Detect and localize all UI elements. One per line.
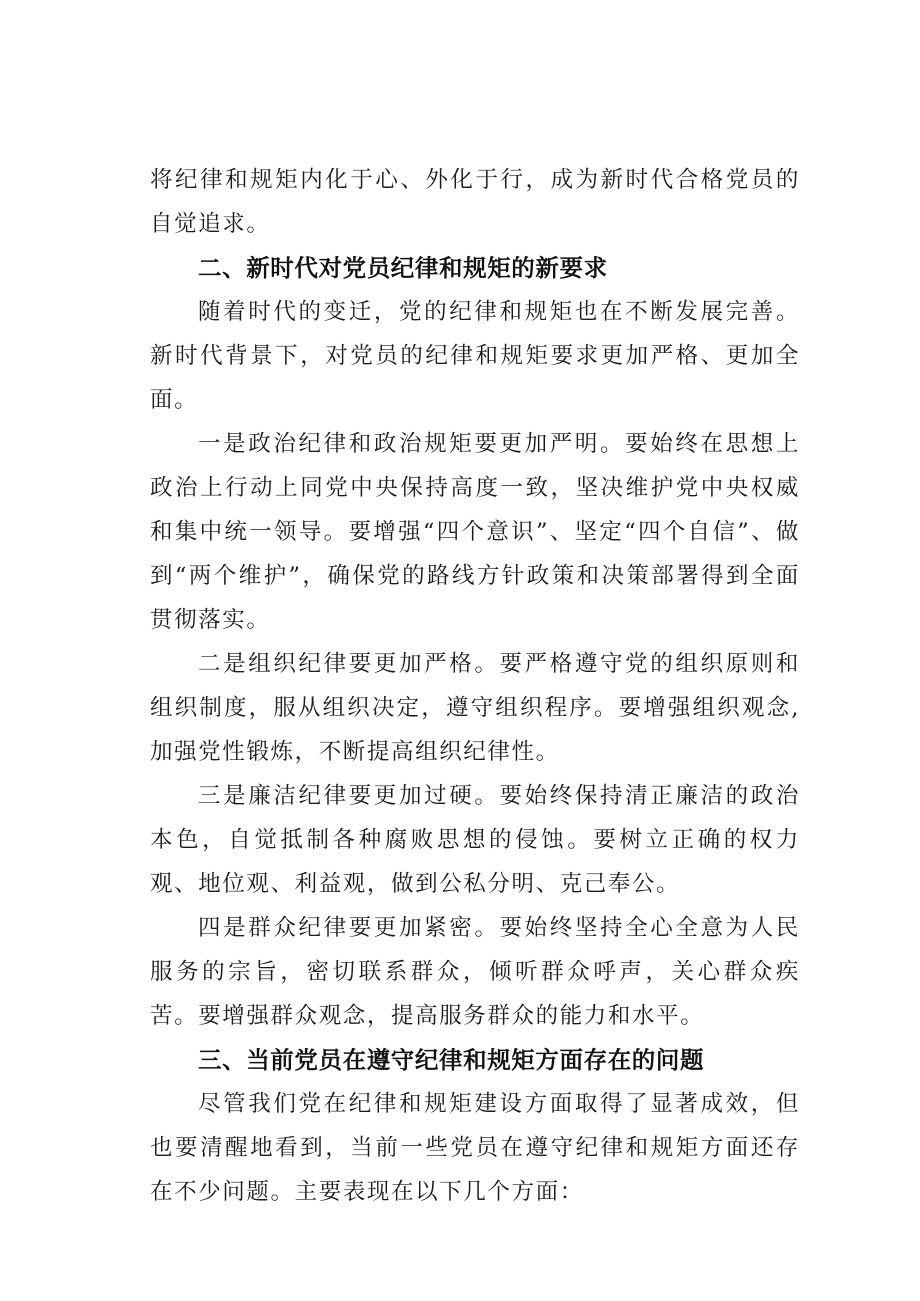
paragraph-integrity-discipline: 三是廉洁纪律要更加过硬。要始终保持清正廉洁的政治本色，自觉抵制各种腐败思想的侵蚀。要树立正确的权力观、地位观、利益观，做到公私分明、克己奉公。 (150, 783, 800, 897)
section-heading-3: 三、当前党员在遵守纪律和规矩方面存在的问题 (198, 1046, 705, 1074)
paragraph-mass-discipline: 四是群众纪律要更加紧密。要始终坚持全心全意为人民服务的宗旨，密切联系群众，倾听群众呼声，关心群众疾苦。要增强群众观念，提高服务群众的能力和水平。 (150, 915, 800, 1029)
paragraph-continuation: 将纪律和规矩内化于心、外化于行，成为新时代合格党员的自觉追求。 (150, 167, 800, 237)
paragraph-intro: 随着时代的变迁，党的纪律和规矩也在不断发展完善。新时代背景下，对党员的纪律和规矩要求更加严格、更加全面。 (150, 299, 800, 413)
document-body (150, 158, 800, 1214)
paragraph-political-discipline: 一是政治纪律和政治规矩要更加严明。要始终在思想上政治上行动上同党中央保持高度一致，坚决维护党中央权威和集中统一领导。要增强“四个意识”、坚定“四个自信”、做到“两个维护”，确保党的路线方针政策和决策部署得到全面贯彻落实。 (150, 431, 800, 633)
paragraph-problems-intro: 尽管我们党在纪律和规矩建设方面取得了显著成效，但也要清醒地看到，当前一些党员在遵守纪律和规矩方面还存在不少问题。主要表现在以下几个方面： (150, 1091, 800, 1205)
section-heading-2: 二、新时代对党员纪律和规矩的新要求 (198, 254, 608, 282)
paragraph-organizational-discipline: 二是组织纪律要更加严格。要严格遵守党的组织原则和组织制度，服从组织决定，遵守组织程序。要增强组织观念,加强党性锻炼，不断提高组织纪律性。 (150, 651, 800, 765)
